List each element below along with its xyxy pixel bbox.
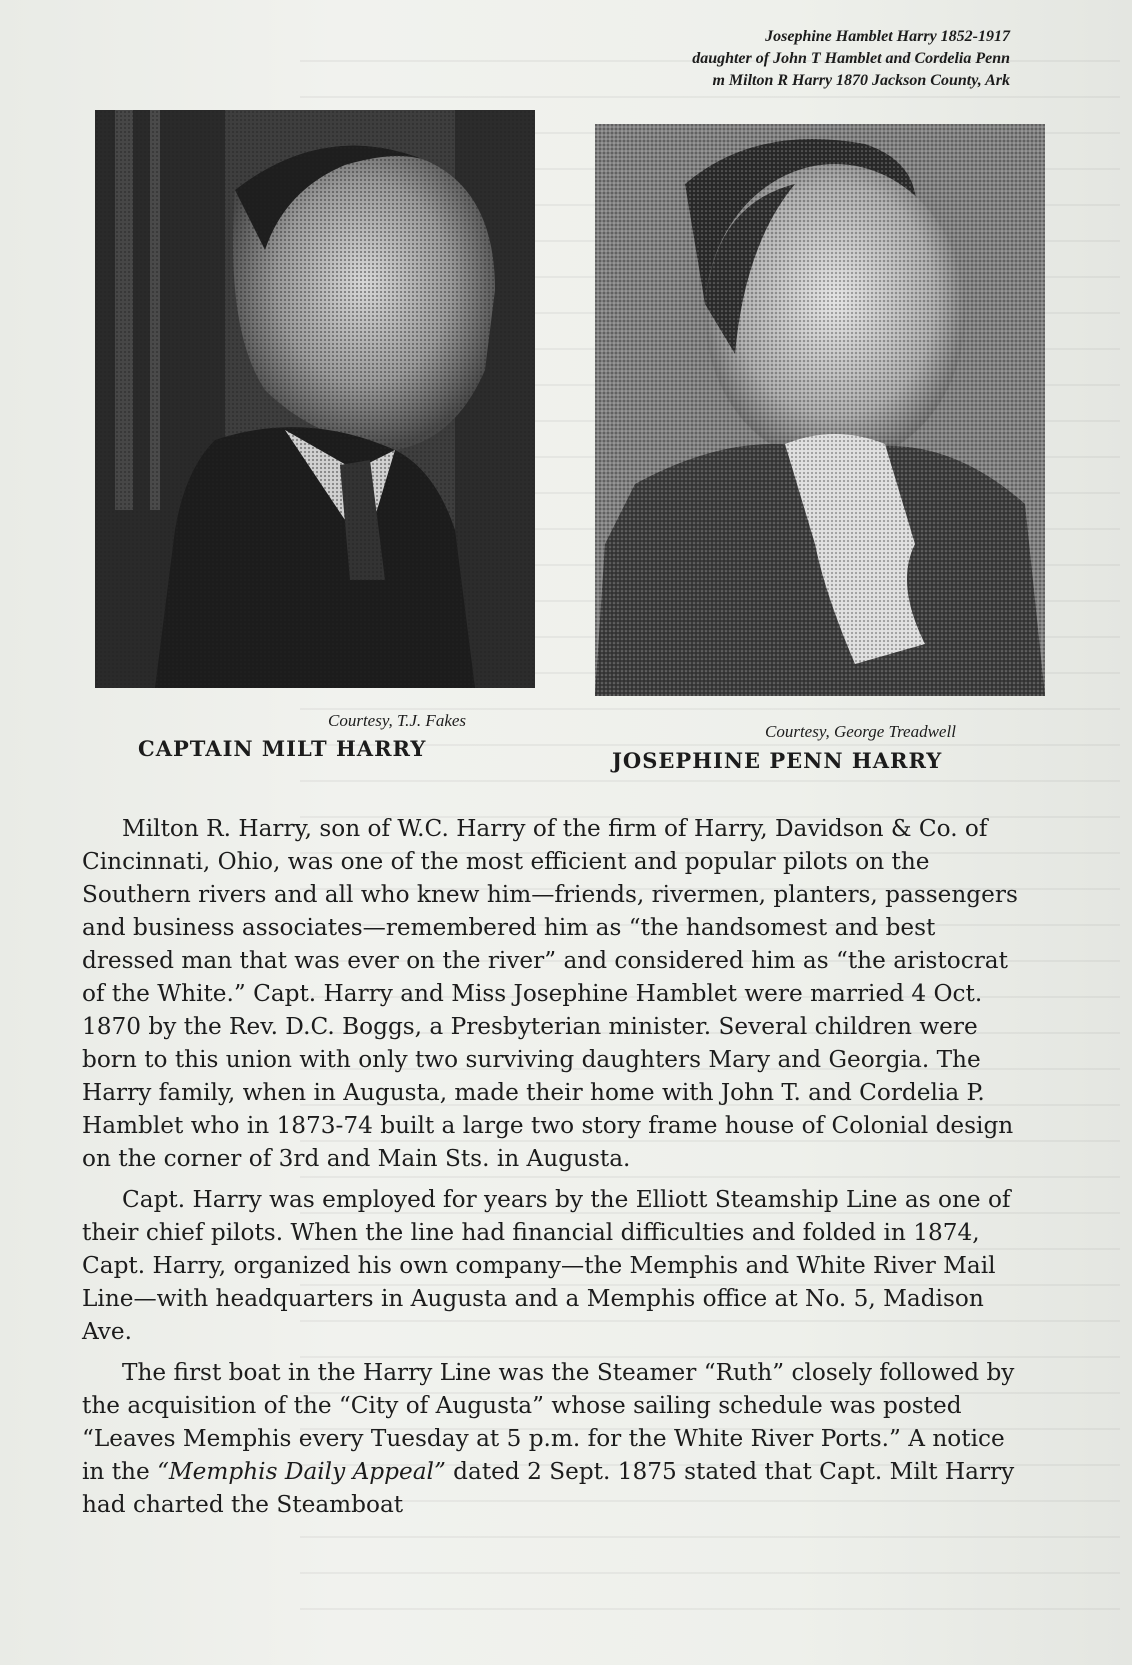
photo-caption-handwritten bbox=[530, 26, 1010, 92]
courtesy-left: Courtesy, T.J. Fakes bbox=[328, 711, 467, 730]
name-josephine-penn-harry: JOSEPHINE PENN HARRY bbox=[612, 748, 943, 773]
paragraph-2: Capt. Harry was employed for years by the Elliott Steamship Line as one of their chief pilots. When the line had financial difficulties and folded in 1874, Capt. Harry, organized his own company—the Memphis and White River Mail Line—with headquarters in Augusta and a Memphis office at No. 5, Madison Ave. bbox=[82, 1186, 1011, 1345]
paragraph-1: Milton R. Harry, son of W.C. Harry of the firm of Harry, Davidson & Co. of Cincinnati, Ohio, was one of the most efficient and popular pilots on the Southern rivers and all who knew him—friends, rivermen, planters, passengers and business associates—remembered him as “the handsomest and best dressed man that was ever on the river” and considered him as “the aristocrat of the White.” Capt. Harry and Miss Josephine Hamblet were married 4 Oct. 1870 by the Rev. D.C. Boggs, a Presbyterian minister. Several children were born to this union with only two surviving daughters Mary and Georgia. The Harry family, when in Augusta, made their home with John T. and Cordelia P. Hamblet who in 1873-74 built a large two story frame house of Colonial design on the corner of 3rd and Main Sts. in Augusta. bbox=[82, 815, 1018, 1172]
newspaper-title: “Memphis Daily Appeal” bbox=[157, 1458, 446, 1485]
photo-josephine-penn-harry bbox=[595, 124, 1045, 696]
caption-line-1: Josephine Hamblet Harry 1852-1917 bbox=[765, 28, 1010, 45]
caption-line-3: m Milton R Harry 1870 Jackson County, Ark bbox=[712, 72, 1010, 89]
photo-captain-milt-harry bbox=[95, 110, 535, 688]
caption-line-2: daughter of John T Hamblet and Cordelia Penn bbox=[692, 50, 1010, 67]
article-body bbox=[82, 812, 1027, 1529]
paragraph-3-part-b: dated 2 Sept. 1875 stated that Capt. Milt Harry had charted the Steamboat bbox=[82, 1458, 1015, 1518]
paragraph-3-part-a: The first boat in the Harry Line was the Steamer “Ruth” closely followed by the acquisition of the “City of Augusta” whose sailing schedule was posted “Leaves Memphis every Tuesday at 5 p.m. for the White River Ports.” A notice in the bbox=[82, 1359, 1015, 1485]
courtesy-right: Courtesy, George Treadwell bbox=[765, 722, 956, 741]
paragraph-3 bbox=[82, 1356, 1027, 1521]
name-captain-milt-harry: CAPTAIN MILT HARRY bbox=[138, 736, 427, 761]
